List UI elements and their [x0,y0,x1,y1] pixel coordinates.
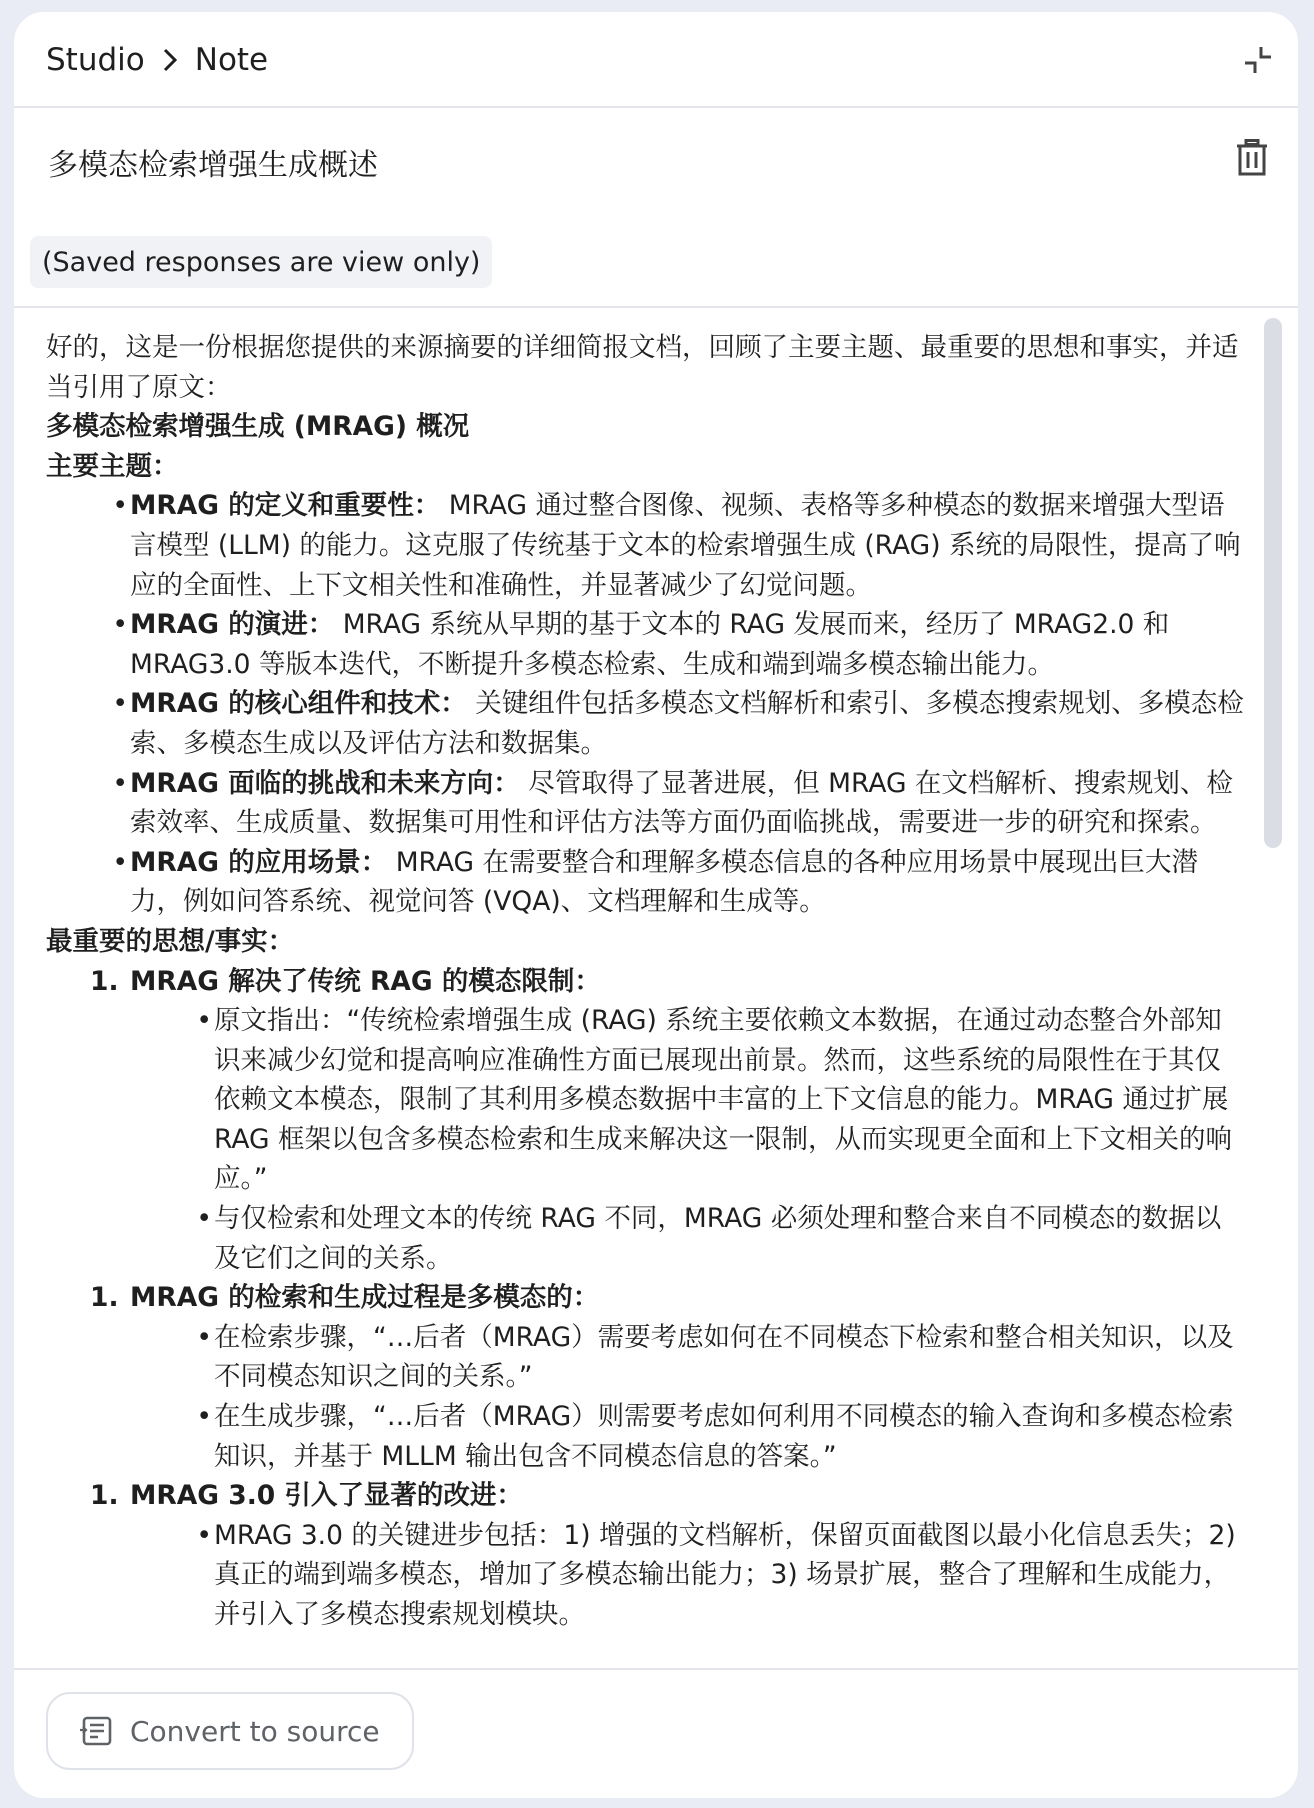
divider [14,1668,1298,1670]
list-item: • 与仅检索和处理文本的传统 RAG 不同，MRAG 必须处理和整合来自不同模态的数据以及它们之间的关系。 [196,1203,1222,1274]
list-item: • 原文指出：“传统检索增强生成 (RAG) 系统主要依赖文本数据，在通过动态整合外部知识来减少幻觉和提高响应准确性方面已展现出前景。然而，这些系统的局限性在于其仅依赖文本模态，限制了其利用多模态数据中丰富的上下文信息的能力。MRAG 通过扩展 RAG 框架以包含多模态检索和生成来解决这一限制，从而实现更全面和上下文相关的响应。” [196,1005,1232,1195]
content-heading: 多模态检索增强生成 (MRAG) 概况 [46,411,470,443]
list-item: • MRAG 的应用场景： MRAG 在需要整合和理解多模态信息的各种应用场景中展现出巨大潜力，例如问答系统、视觉问答 (VQA)、文档理解和生成等。 [112,846,1199,918]
delete-note-button[interactable] [1232,138,1272,182]
note-source-icon [80,1716,112,1746]
list-item: • MRAG 的演进： MRAG 系统从早期的基于文本的 RAG 发展而来，经历了 MRAG2.0 和 MRAG3.0 等版本迭代，不断提升多模态检索、生成和端到端多模态输出能力。 [112,609,1170,680]
list-item: • MRAG 的核心组件和技术： 关键组件包括多模态文档解析和索引、多模态搜索规划、多模态检索、多模态生成以及评估方法和数据集。 [112,688,1244,759]
chevron-right-icon [159,47,181,73]
collapse-button[interactable] [1238,42,1278,82]
scrollbar-thumb[interactable] [1264,318,1282,848]
view-only-notice: (Saved responses are view only) [30,236,492,288]
list-item: • 在生成步骤，“…后者（MRAG）则需要考虑如何利用不同模态的输入查询和多模态检索知识，并基于 MLLM 输出包含不同模态信息的答案。” [196,1401,1234,1472]
list-item: 1. MRAG 解决了传统 RAG 的模态限制： [90,965,601,997]
list-item: • 在检索步骤，“…后者（MRAG）需要考虑如何在不同模态下检索和整合相关知识，以及不同模态知识之间的关系。” [196,1321,1234,1393]
list-item: • MRAG 3.0 的关键进步包括：1) 增强的文档解析，保留页面截图以最小化信息丢失；2) 真正的端到端多模态，增加了多模态输出能力；3) 场景扩展，整合了理解和生成能力，并引入了多模态搜索规划模块。 [196,1519,1236,1630]
list-item: 1. MRAG 3.0 引入了显著的改进： [90,1480,523,1512]
breadcrumb-studio[interactable]: Studio [46,42,145,78]
divider [14,306,1298,308]
content-scrollbar[interactable] [1262,312,1284,1664]
intro-paragraph: 好的，这是一份根据您提供的来源摘要的详细简报文档，回顾了主要主题、最重要的思想和事实，并适当引用了原文： [46,332,1239,403]
list-item: • MRAG 的定义和重要性： MRAG 通过整合图像、视频、表格等多种模态的数据来增强大型语言模型 (LLM) 的能力。这克服了传统基于文本的检索增强生成 (RAG) 系统的局限性，提高了响应的全面性、上下文相关性和准确性，并显著减少了幻觉问题。 [112,490,1241,601]
breadcrumb [46,36,268,84]
convert-to-source-button[interactable] [46,1692,414,1770]
convert-label: Convert to source [130,1714,380,1748]
themes-list [46,486,1246,922]
panel-header [14,12,1298,108]
list-item: • MRAG 面临的挑战和未来方向： 尽管取得了显著进展，但 MRAG 在文档解析、搜索规划、检索效率、生成质量、数据集可用性和评估方法等方面仍面临挑战，需要进一步的研究和探索。 [112,767,1233,839]
note-panel [14,12,1298,1798]
facts-heading: 最重要的思想/事实： [46,925,295,957]
note-title: 多模态检索增强生成概述 [48,148,378,183]
note-content [46,328,1246,1664]
collapse-icon [1243,45,1273,79]
facts-list [46,962,1246,1635]
list-item: 1. MRAG 的检索和生成过程是多模态的： [90,1282,600,1314]
trash-icon [1236,139,1268,181]
themes-heading: 主要主题： [46,450,179,482]
breadcrumb-note: Note [194,42,269,78]
